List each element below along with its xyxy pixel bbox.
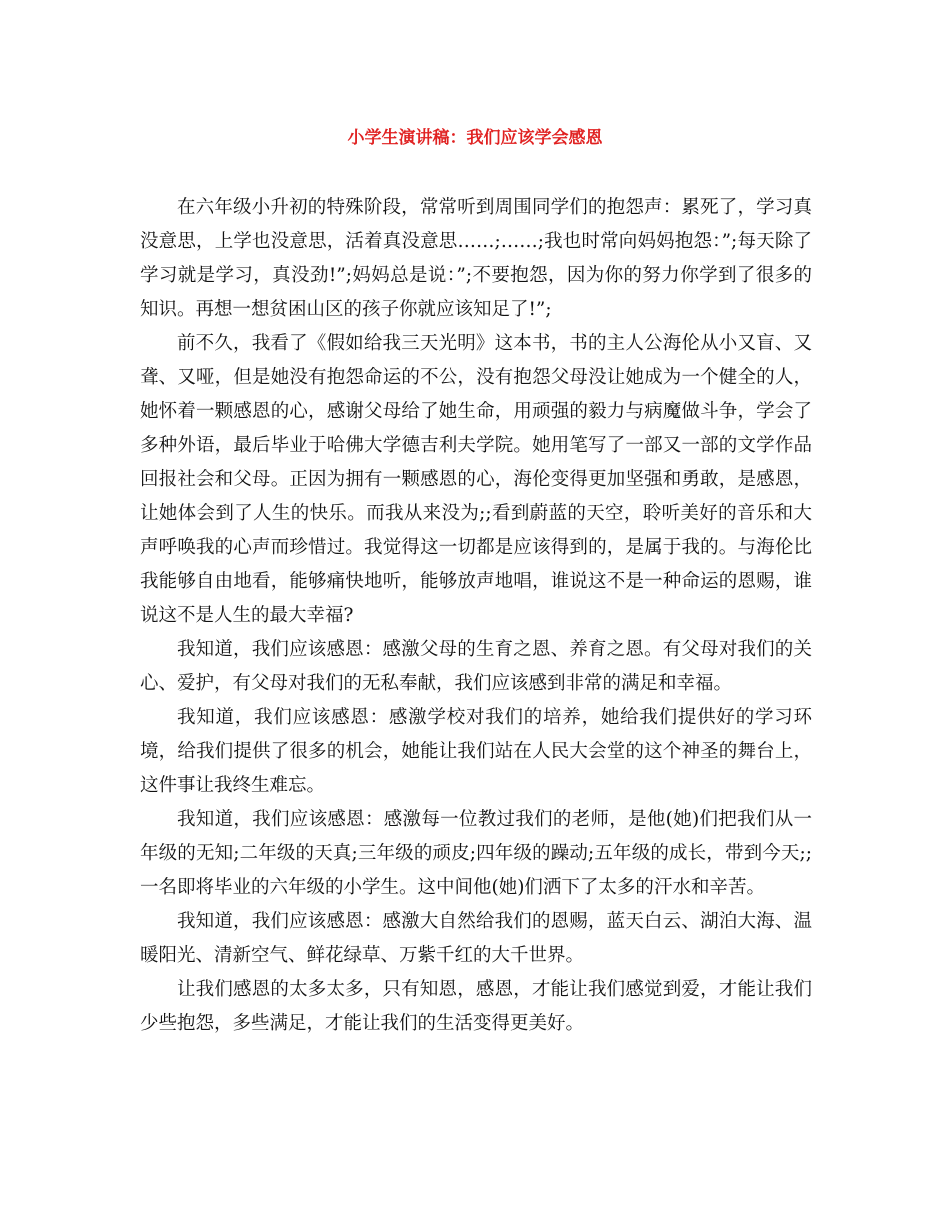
document-title: 小学生演讲稿：我们应该学会感恩: [347, 128, 603, 148]
paragraph-7: 让我们感恩的太多太多，只有知恩，感恩，才能让我们感觉到爱，才能让我们少些抱怨，多些满足，才能让我们的生活变得更美好。: [140, 979, 812, 1034]
document-body: [140, 191, 812, 1041]
paragraph-6: 我知道，我们应该感恩：感激大自然给我们的恩赐，蓝天白云、湖泊大海、温暖阳光、清新空气、鲜花绿草、万紫千红的大千世界。: [140, 911, 812, 966]
paragraph-3: 我知道，我们应该感恩：感激父母的生育之恩、养育之恩。有父母对我们的关心、爱护，有父母对我们的无私奉献，我们应该感到非常的满足和幸福。: [140, 639, 812, 694]
paragraph-2: 前不久，我看了《假如给我三天光明》这本书，书的主人公海伦从小又盲、又聋、又哑，但是她没有抱怨命运的不公，没有抱怨父母没让她成为一个健全的人，她怀着一颗感恩的心，感谢父母给了她生命，用顽强的毅力与病魔做斗争，学会了多种外语，最后毕业于哈佛大学德吉利夫学院。她用笔写了一部又一部的文学作品回报社会和父母。正因为拥有一颗感恩的心，海伦变得更加坚强和勇敢，是感恩，让她体会到了人生的快乐。而我从来没为;;看到蔚蓝的天空，聆听美好的音乐和大声呼唤我的心声而珍惜过。我觉得这一切都是应该得到的，是属于我的。与海伦比我能够自由地看，能够痛快地听，能够放声地唱，谁说这不是一种命运的恩赐，谁说这不是人生的最大幸福?: [140, 333, 812, 626]
paragraph-1: 在六年级小升初的特殊阶段，常常听到周围同学们的抱怨声：累死了，学习真没意思，上学也没意思，活着真没意思……;……;我也时常向妈妈抱怨：”;每天除了学习就是学习，真没劲!”;妈妈总是说：”;不要抱怨，因为你的努力你学到了很多的知识。再想一想贫困山区的孩子你就应该知足了!”;: [140, 197, 812, 320]
paragraph-5: 我知道，我们应该感恩：感激每一位教过我们的老师，是他(她)们把我们从一年级的无知;二年级的天真;三年级的顽皮;四年级的躁动;五年级的成长，带到今天;;一名即将毕业的六年级的小学生。这中间他(她)们洒下了太多的汗水和辛苦。: [140, 809, 812, 898]
paragraph-4: 我知道，我们应该感恩：感激学校对我们的培养，她给我们提供好的学习环境，给我们提供了很多的机会，她能让我们站在人民大会堂的这个神圣的舞台上，这件事让我终生难忘。: [140, 707, 812, 796]
